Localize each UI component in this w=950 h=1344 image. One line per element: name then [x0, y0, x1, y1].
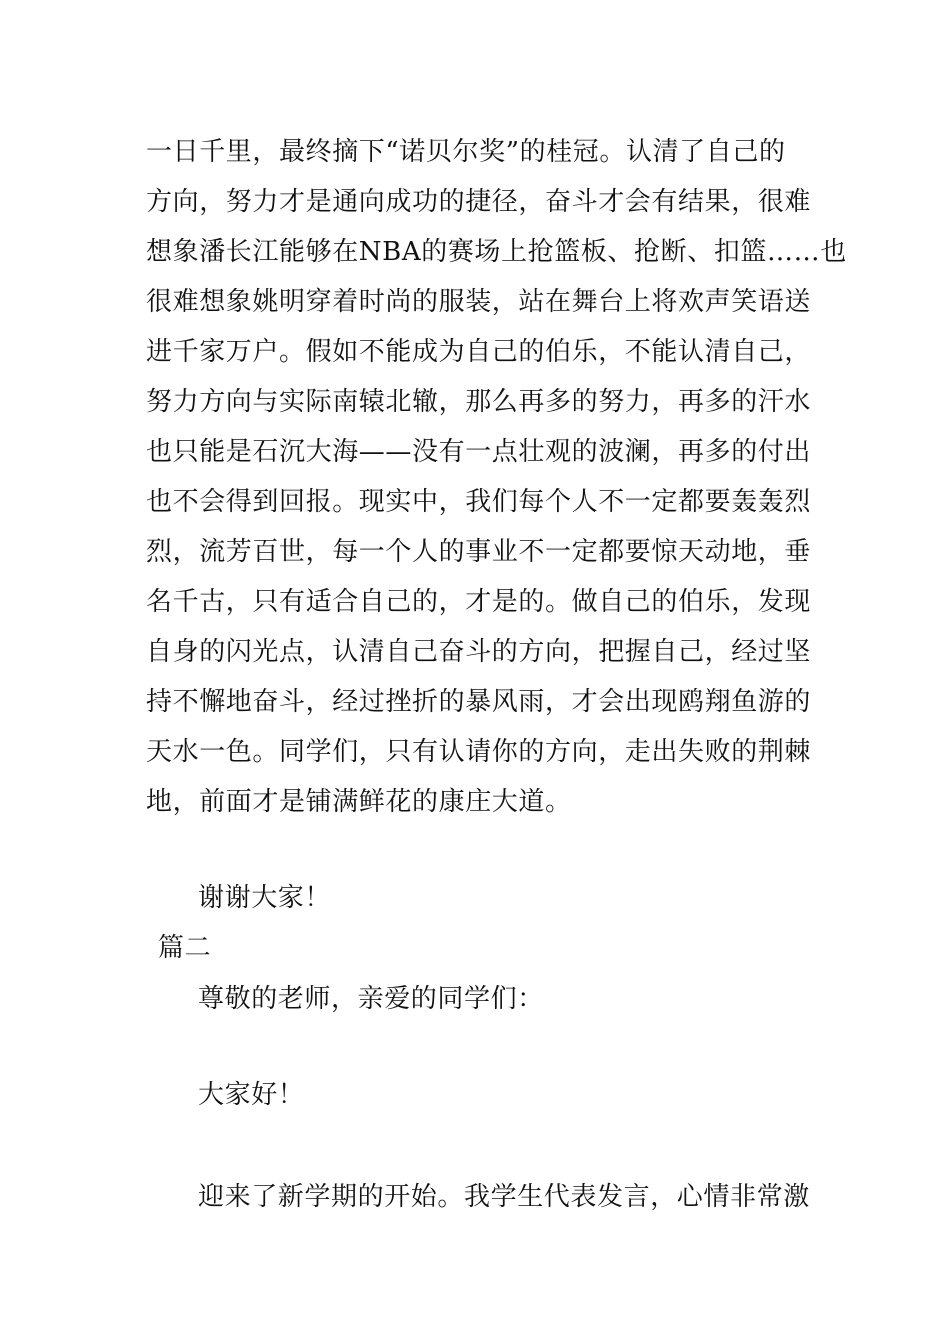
paragraph-line: 自身的闪光点，认清自己奋斗的方向，把握自己，经过坚	[146, 637, 812, 667]
paragraph-line: 天水一色。同学们，只有认请你的方向，走出失败的荆棘	[146, 737, 812, 767]
paragraph-line: 努力方向与实际南辕北辙，那么再多的努力，再多的汗水	[146, 387, 812, 417]
paragraph-line: 也只能是石沉大海——没有一点壮观的波澜，再多的付出	[146, 437, 812, 467]
paragraph-line: 方向，努力才是通向成功的捷径，奋斗才会有结果，很难	[146, 187, 812, 217]
paragraph-line: 一日千里，最终摘下“诺贝尔奖”的桂冠。认清了自己的	[146, 137, 786, 167]
paragraph-line: 烈，流芳百世，每一个人的事业不一定都要惊天动地，垂	[146, 537, 812, 567]
paragraph-line: 迎来了新学期的开始。我学生代表发言，心情非常激	[198, 1182, 810, 1212]
hello-line: 大家好！	[198, 1080, 305, 1110]
paragraph-line: 很难想象姚明穿着时尚的服装，站在舞台上将欢声笑语送	[146, 287, 812, 317]
paragraph-line: 进千家万户。假如不能成为自己的伯乐，不能认清自己，	[146, 337, 812, 367]
thanks-line: 谢谢大家！	[198, 883, 332, 913]
paragraph-line: 地，前面才是铺满鲜花的康庄大道。	[146, 787, 572, 817]
section-heading: 篇二	[158, 933, 212, 963]
paragraph-line: 也不会得到回报。现实中，我们每个人不一定都要轰轰烈	[146, 487, 812, 517]
paragraph-line: 想象潘长江能够在NBA的赛场上抢篮板、抢断、扣篮……也	[146, 237, 847, 267]
paragraph-line: 名千古，只有适合自己的，才是的。做自己的伯乐，发现	[146, 587, 812, 617]
paragraph-line: 持不懈地奋斗，经过挫折的暴风雨，才会出现鸥翔鱼游的	[146, 687, 812, 717]
greeting-line: 尊敬的老师，亲爱的同学们：	[198, 984, 544, 1014]
